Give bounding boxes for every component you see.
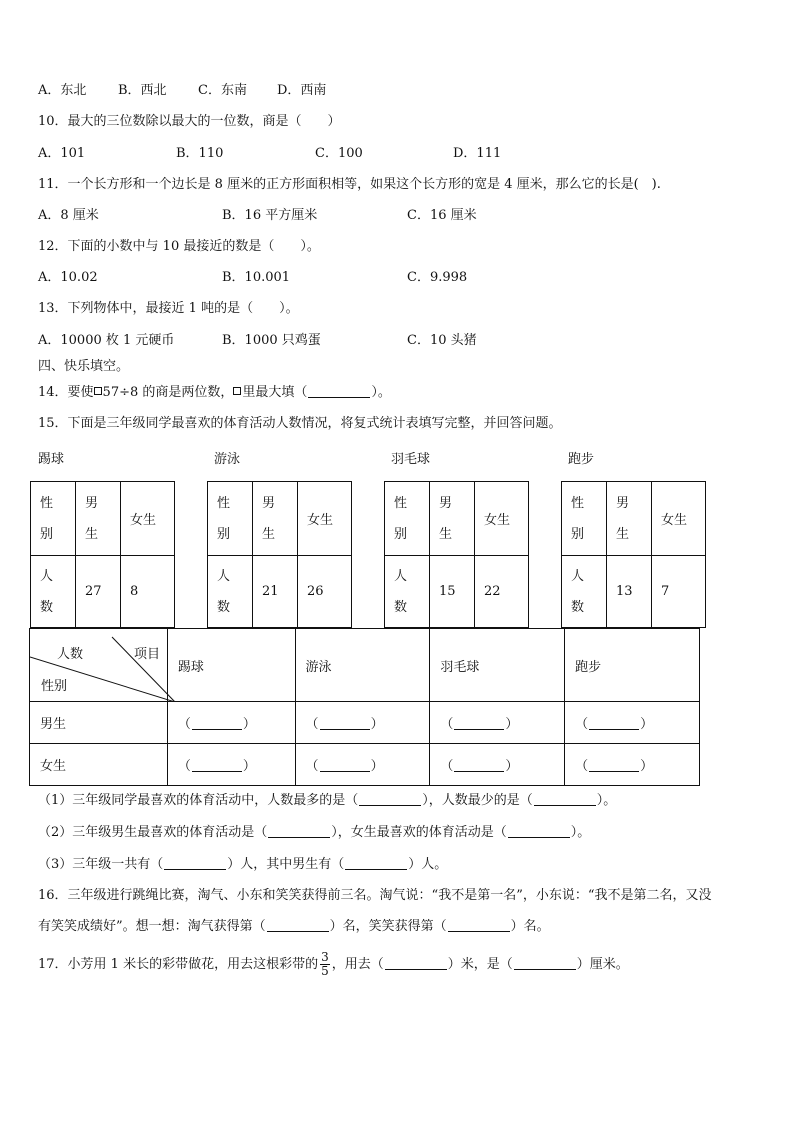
q15-sub3-b: ）人，其中男生有（ (227, 857, 345, 872)
boys-count: 15 (430, 556, 475, 628)
q16-line2-a: 有笑笑成绩好”。想一想：淘气获得第（ (38, 919, 266, 934)
boys-count: 27 (76, 556, 121, 628)
answer-blank[interactable] (514, 957, 576, 970)
blank-cell[interactable] (565, 744, 700, 786)
blank-cell[interactable] (430, 744, 565, 786)
small-table-football (30, 481, 175, 628)
row-count-2: 数 (394, 599, 408, 615)
q15-sub2-c: ）。 (570, 825, 591, 840)
q12-option-c: C．9.998 (407, 270, 468, 285)
blank-close: ） (505, 759, 519, 774)
blank-open: （ (575, 759, 589, 774)
square-box-icon (94, 387, 102, 395)
q14-middle: 里最大填（ (242, 385, 308, 400)
q17-a: 17．小芳用 1 米长的彩带做花，用去这根彩带的 (38, 957, 319, 972)
q10-option-b: B．110 (176, 146, 224, 161)
q15-sub2-a: （2）三年级男生最喜欢的体育活动是（ (38, 825, 268, 840)
q10-option-c: C．100 (315, 146, 363, 161)
q13-stem: 13．下列物体中，最接近 1 吨的是（ ）。 (38, 301, 299, 316)
q15-sub3-a: （3）三年级一共有（ (38, 857, 164, 872)
corner-item-label: 项目 (134, 647, 161, 662)
q17-d: ）厘米。 (576, 957, 629, 972)
q15-stem: 15．下面是三年级同学最喜欢的体育活动人数情况，将复式统计表填写完整，并回答问题。 (38, 416, 562, 431)
q16-line2-c: ）名。 (510, 919, 550, 934)
answer-blank[interactable] (534, 793, 596, 806)
boys-count: 21 (253, 556, 298, 628)
header-boys-2: 生 (439, 526, 453, 542)
answer-blank[interactable] (385, 957, 447, 970)
blank-cell[interactable] (430, 702, 565, 744)
small-table-badminton (384, 481, 529, 628)
fraction-numerator: 3 (321, 950, 329, 964)
q9-option-a: A．东北 (38, 83, 87, 98)
blank-cell[interactable] (565, 702, 700, 744)
header-boys-2: 生 (616, 526, 630, 542)
q15-sub3-c: ）人。 (408, 857, 448, 872)
header-gender-2: 别 (217, 526, 231, 542)
q15-sub2-b: ），女生最喜欢的体育活动是（ (331, 825, 507, 840)
header-gender-1: 性 (40, 495, 54, 511)
header-girls: 女生 (298, 482, 352, 556)
row-header-girls: 女生 (30, 744, 168, 786)
header-girls: 女生 (121, 482, 175, 556)
answer-blank[interactable] (454, 759, 504, 772)
row-count-2: 数 (571, 599, 585, 615)
blank-close: ） (370, 759, 384, 774)
diagonal-header-cell (30, 629, 168, 702)
header-boys-1: 男 (85, 495, 99, 511)
header-girls: 女生 (652, 482, 706, 556)
header-girls: 女生 (475, 482, 529, 556)
header-gender-1: 性 (571, 495, 585, 511)
q9-option-c: C．东南 (198, 83, 247, 98)
blank-cell[interactable] (167, 744, 295, 786)
q16-line2 (38, 919, 550, 935)
q9-option-d: D．西南 (277, 83, 327, 98)
q15-sub1-b: ），人数最少的是（ (422, 793, 533, 808)
answer-blank[interactable] (454, 717, 504, 730)
blank-open: （ (177, 717, 191, 732)
answer-blank[interactable] (359, 793, 421, 806)
answer-blank[interactable] (192, 759, 242, 772)
column-header: 羽毛球 (430, 629, 565, 702)
small-table-swimming (207, 481, 352, 628)
answer-blank[interactable] (345, 857, 407, 870)
q11-option-a: A．8 厘米 (38, 208, 99, 223)
answer-blank[interactable] (164, 857, 226, 870)
row-count-1: 人 (571, 568, 585, 584)
fraction (320, 951, 330, 978)
q15-sub3 (38, 857, 447, 873)
row-count-2: 数 (217, 599, 231, 615)
blank-open: （ (305, 759, 319, 774)
q14-expr: 57÷8 的商是两位数， (102, 385, 234, 400)
q14-answer-blank[interactable] (308, 385, 370, 398)
q14-before: 14．要使 (38, 385, 94, 400)
blank-cell[interactable] (167, 702, 295, 744)
header-gender-2: 别 (40, 526, 54, 542)
q15-sub1-a: （1）三年级同学最喜欢的体育活动中，人数最多的是（ (38, 793, 359, 808)
fraction-denominator: 5 (321, 964, 329, 978)
header-gender-1: 性 (217, 495, 231, 511)
corner-count-label: 人数 (57, 647, 84, 662)
q12-option-a: A．10.02 (38, 270, 98, 285)
blank-close: ） (370, 717, 384, 732)
table-title-swimming: 游泳 (214, 452, 241, 467)
q13-option-a: A．10000 枚 1 元硬币 (38, 333, 175, 348)
blank-close: ） (640, 717, 654, 732)
header-boys-2: 生 (262, 526, 276, 542)
blank-open: （ (177, 759, 191, 774)
answer-blank[interactable] (192, 717, 242, 730)
q15-sub1 (38, 793, 616, 809)
q17-b: ，用去（ (331, 957, 384, 972)
blank-open: （ (305, 717, 319, 732)
girls-count: 7 (652, 556, 706, 628)
header-boys-1: 男 (439, 495, 453, 511)
answer-blank[interactable] (320, 759, 370, 772)
answer-blank[interactable] (448, 919, 510, 932)
column-header: 游泳 (295, 629, 430, 702)
q13-option-b: B．1000 只鸡蛋 (222, 333, 321, 348)
q16-line1: 16．三年级进行跳绳比赛，淘气、小东和笑笑获得前三名。淘气说：“我不是第一名”，小东说：“我不是第二名，又没 (38, 888, 712, 903)
compound-stats-table (29, 628, 700, 786)
corner-gender-label: 性别 (41, 679, 68, 694)
blank-cell[interactable] (295, 702, 430, 744)
row-count-1: 人 (40, 568, 54, 584)
blank-close: ） (505, 717, 519, 732)
girls-count: 26 (298, 556, 352, 628)
q10-option-d: D．111 (453, 146, 502, 161)
q10-stem: 10．最大的三位数除以最大的一位数，商是（ ） (38, 114, 341, 129)
q16-line2-b: ）名，笑笑获得第（ (329, 919, 447, 934)
answer-blank[interactable] (267, 919, 329, 932)
blank-close: ） (242, 717, 256, 732)
blank-open: （ (575, 717, 589, 732)
column-header: 跑步 (565, 629, 700, 702)
answer-blank[interactable] (589, 759, 639, 772)
q9-option-b: B．西北 (118, 83, 167, 98)
column-header: 踢球 (167, 629, 295, 702)
blank-close: ） (242, 759, 256, 774)
table-title-badminton: 羽毛球 (391, 452, 431, 467)
q11-option-c: C．16 厘米 (407, 208, 477, 223)
answer-blank[interactable] (268, 825, 330, 838)
girls-count: 22 (475, 556, 529, 628)
header-boys-2: 生 (85, 526, 99, 542)
answer-blank[interactable] (508, 825, 570, 838)
header-gender-1: 性 (394, 495, 408, 511)
q11-option-b: B．16 平方厘米 (222, 208, 318, 223)
header-gender-2: 别 (571, 526, 585, 542)
square-box-icon (233, 387, 241, 395)
answer-blank[interactable] (320, 717, 370, 730)
q14-line (38, 385, 391, 401)
small-table-running (561, 481, 706, 628)
row-count-1: 人 (217, 568, 231, 584)
q12-option-b: B．10.001 (222, 270, 291, 285)
header-gender-2: 别 (394, 526, 408, 542)
q15-sub2 (38, 825, 590, 841)
row-header-boys: 男生 (30, 702, 168, 744)
q17-c: ）米，是（ (447, 957, 513, 972)
q17-line (38, 950, 629, 980)
blank-close: ） (640, 759, 654, 774)
q11-stem: 11．一个长方形和一个边长是 8 厘米的正方形面积相等，如果这个长方形的宽是 4 厘米，那么它的长是( ). (38, 177, 661, 192)
q12-stem: 12．下面的小数中与 10 最接近的数是（ ）。 (38, 239, 320, 254)
blank-cell[interactable] (295, 744, 430, 786)
q10-option-a: A．101 (38, 146, 86, 161)
blank-open: （ (440, 717, 454, 732)
girls-count: 8 (121, 556, 175, 628)
row-count-2: 数 (40, 599, 54, 615)
blank-open: （ (440, 759, 454, 774)
row-count-1: 人 (394, 568, 408, 584)
header-boys-1: 男 (616, 495, 630, 511)
q13-option-c: C．10 头猪 (407, 333, 477, 348)
table-title-running: 跑步 (568, 452, 595, 467)
q15-sub1-c: ）。 (596, 793, 617, 808)
answer-blank[interactable] (589, 717, 639, 730)
section-heading: 四、快乐填空。 (38, 359, 130, 374)
q14-after: ）。 (371, 385, 391, 400)
boys-count: 13 (607, 556, 652, 628)
header-boys-1: 男 (262, 495, 276, 511)
table-title-football: 踢球 (38, 452, 65, 467)
